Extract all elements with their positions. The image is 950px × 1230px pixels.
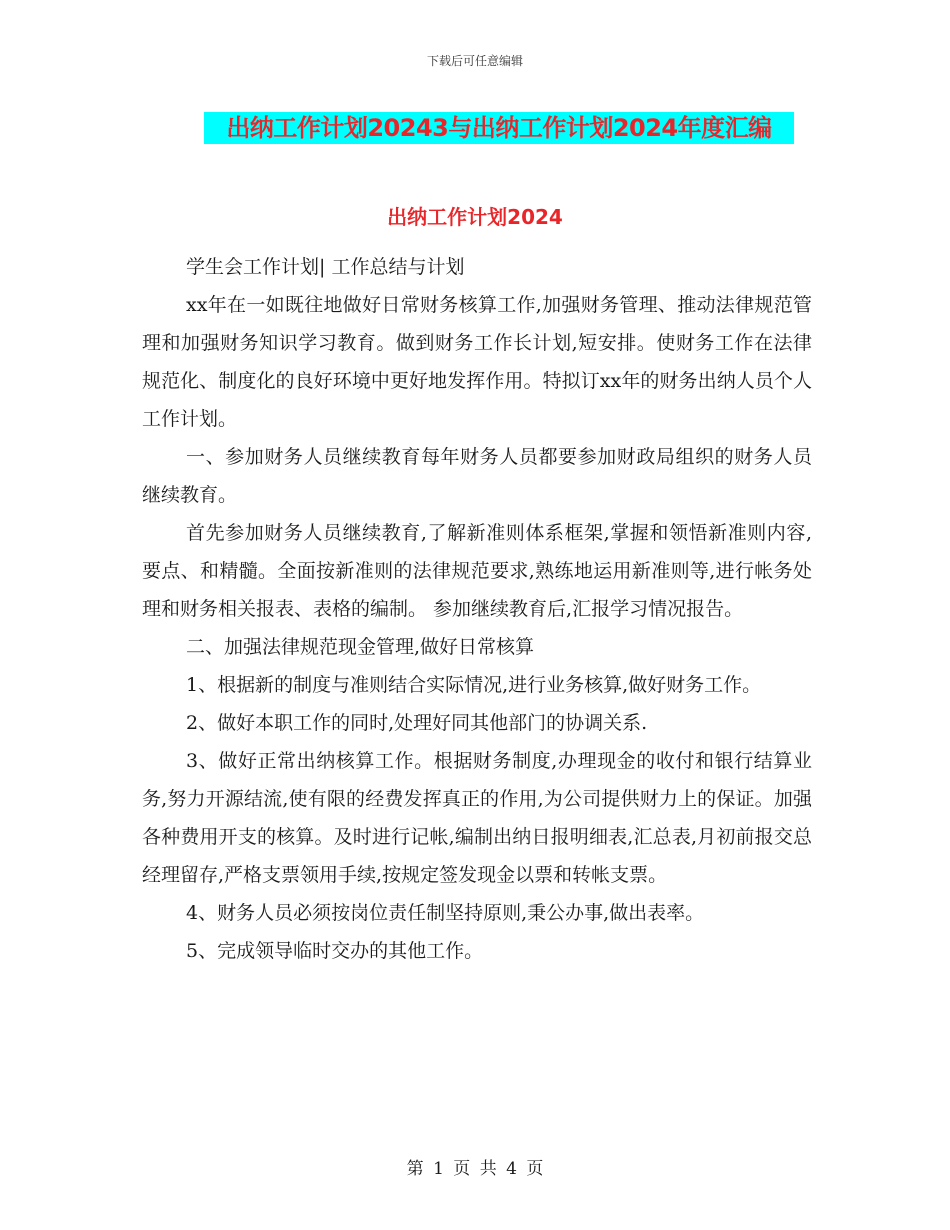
paragraph: 5、完成领导临时交办的其他工作。 [186,940,484,962]
document-body [142,248,812,970]
paragraph: 4、财务人员必须按岗位责任制坚持原则,秉公办事,做出表率。 [186,902,705,924]
sub-title: 出纳工作计划2024 [387,205,563,229]
page-number-footer: 第 1 页 共 4 页 [406,1159,544,1179]
header-note: 下载后可任意编辑 [426,54,523,68]
paragraph: 1、根据新的制度与准则结合实际情况,进行业务核算,做好财务工作。 [186,674,762,696]
paragraph: 3、做好正常出纳核算工作。根据财务制度,办理现金的收付和银行结算业务,努力开源结流,使有限的经费发挥真正的作用,为公司提供财力上的保证。加强各种费用开支的核算。及时进行记帐,编制出纳日报明细表,汇总表,月初前报交总经理留存,严格支票领用手续,按规定签发现金以票和转帐支票。 [142,750,812,886]
paragraph: 2、做好本职工作的同时,处理好同其他部门的协调关系. [186,712,648,734]
paragraph: 学生会工作计划| 工作总结与计划 [186,256,465,278]
paragraph: 一、参加财务人员继续教育每年财务人员都要参加财政局组织的财务人员继续教育。 [142,446,812,506]
main-title: 出纳工作计划20243与出纳工作计划2024年度汇编 [204,112,794,144]
paragraph: xx年在一如既往地做好日常财务核算工作,加强财务管理、推动法律规范管理和加强财务知识学习教育。做到财务工作长计划,短安排。使财务工作在法律规范化、制度化的良好环境中更好地发挥作用。特拟订xx年的财务出纳人员个人工作计划。 [142,294,812,430]
paragraph: 首先参加财务人员继续教育,了解新准则体系框架,掌握和领悟新准则内容,要点、和精髓。全面按新准则的法律规范要求,熟练地运用新准则等,进行帐务处理和财务相关报表、表格的编制。 参加继续教育后,汇报学习情况报告。 [142,522,812,620]
paragraph: 二、加强法律规范现金管理,做好日常核算 [186,636,535,658]
main-title-highlight [204,112,794,144]
